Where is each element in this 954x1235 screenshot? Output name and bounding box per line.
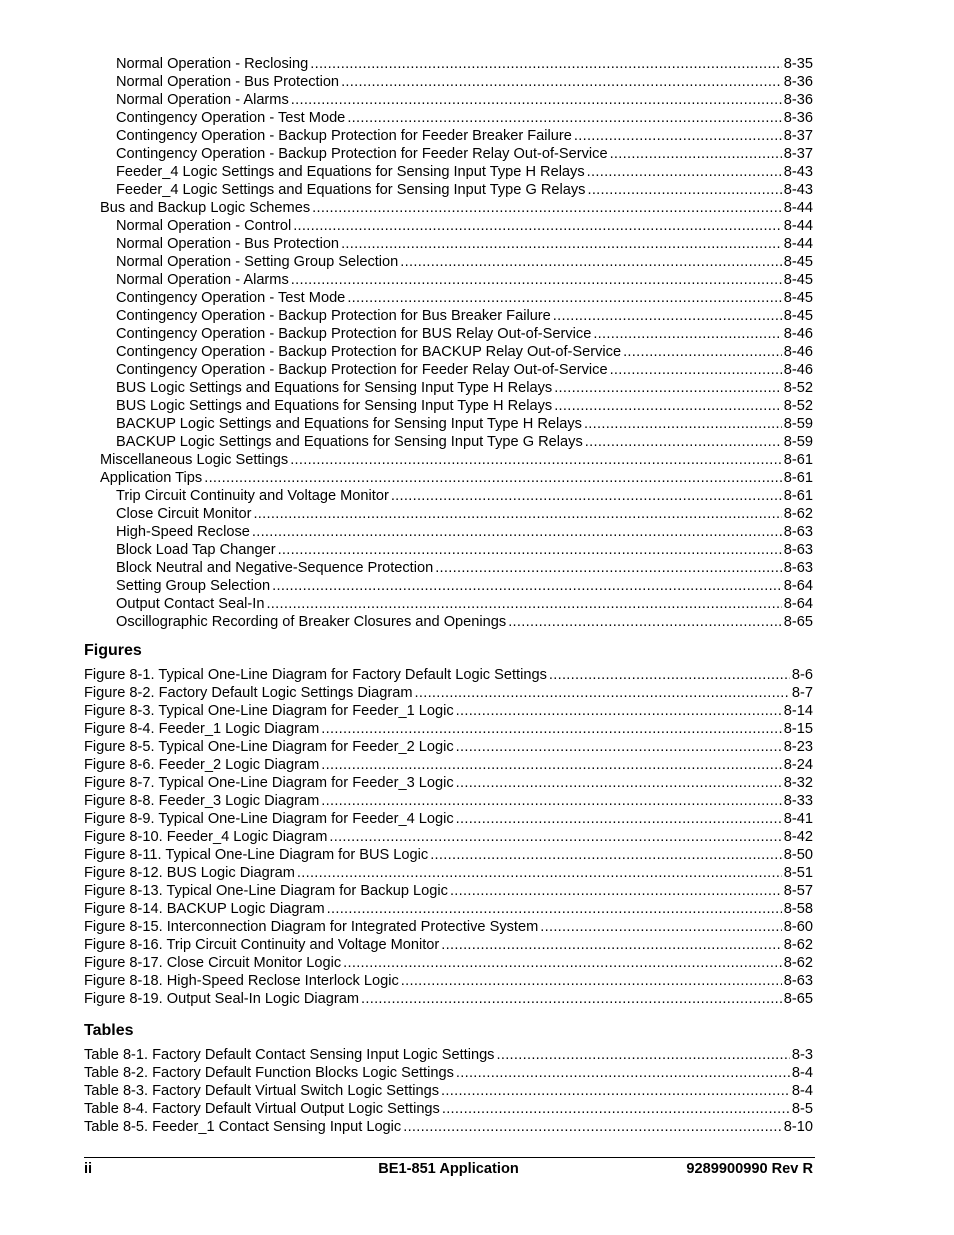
table-of-contents — [84, 55, 813, 1136]
toc-entry-title: BACKUP Logic Settings and Equations for Sensing Input Type G Relays — [116, 434, 583, 450]
toc-entry-title: Contingency Operation - Backup Protection for Feeder Relay Out-of-Service — [116, 362, 608, 378]
toc-entry[interactable] — [84, 91, 813, 109]
figure-entry[interactable] — [84, 936, 813, 954]
figure-entry-page: 8-58 — [783, 901, 813, 917]
toc-entry-title: Contingency Operation - Backup Protection for BACKUP Relay Out-of-Service — [116, 344, 622, 360]
dot-leader — [456, 702, 782, 720]
table-entry[interactable] — [84, 1046, 813, 1064]
figure-entry-title: Figure 8-17. Close Circuit Monitor Logic — [84, 955, 342, 971]
toc-entry-title: Output Contact Seal-In — [116, 596, 265, 612]
toc-entry-title: Setting Group Selection — [116, 578, 271, 594]
toc-entry[interactable] — [84, 379, 813, 397]
dot-leader — [610, 145, 782, 163]
table-entry-page: 8-10 — [783, 1119, 813, 1135]
toc-entry-title: Close Circuit Monitor — [116, 506, 252, 522]
toc-entry-page: 8-36 — [783, 74, 813, 90]
table-entry-title: Table 8-4. Factory Default Virtual Output Logic Settings — [84, 1101, 440, 1117]
toc-entry[interactable] — [84, 451, 813, 469]
table-entry-page: 8-4 — [791, 1083, 813, 1099]
figure-entry-title: Figure 8-6. Feeder_2 Logic Diagram — [84, 757, 320, 773]
dot-leader — [587, 181, 781, 199]
figure-entry-title: Figure 8-16. Trip Circuit Continuity and Voltage Monitor — [84, 937, 440, 953]
dot-leader — [435, 559, 782, 577]
figure-entry[interactable] — [84, 828, 813, 846]
toc-entry-title: Feeder_4 Logic Settings and Equations for Sensing Input Type H Relays — [116, 164, 585, 180]
toc-entry-page: 8-59 — [783, 416, 813, 432]
figure-entry-page: 8-42 — [783, 829, 813, 845]
figure-entry-title: Figure 8-3. Typical One-Line Diagram for Feeder_1 Logic — [84, 703, 454, 719]
figure-entry[interactable] — [84, 756, 813, 774]
toc-entry-page: 8-43 — [783, 182, 813, 198]
dot-leader — [278, 541, 782, 559]
dot-leader — [341, 235, 782, 253]
figure-entry[interactable] — [84, 792, 813, 810]
dot-leader — [403, 1118, 782, 1136]
toc-entry-title: Normal Operation - Bus Protection — [116, 74, 340, 90]
toc-entry[interactable] — [84, 145, 813, 163]
dot-leader — [391, 487, 782, 505]
dot-leader — [253, 505, 781, 523]
toc-entry-title: Contingency Operation - Backup Protection for Feeder Breaker Failure — [116, 128, 572, 144]
toc-entry-title: Normal Operation - Bus Protection — [116, 236, 340, 252]
figure-entry[interactable] — [84, 972, 813, 990]
toc-entry-title: Miscellaneous Logic Settings — [100, 452, 289, 468]
dot-leader — [310, 55, 782, 73]
figure-entry[interactable] — [84, 954, 813, 972]
dot-leader — [290, 451, 782, 469]
figure-entry-page: 8-7 — [791, 685, 813, 701]
figure-entry-title: Figure 8-12. BUS Logic Diagram — [84, 865, 295, 881]
dot-leader — [291, 91, 782, 109]
figure-entry-title: Figure 8-18. High-Speed Reclose Interlock Logic — [84, 973, 399, 989]
page-footer — [84, 1160, 813, 1178]
figure-entry-title: Figure 8-7. Typical One-Line Diagram for Feeder_3 Logic — [84, 775, 454, 791]
dot-leader — [266, 595, 781, 613]
toc-entry-page: 8-46 — [783, 362, 813, 378]
toc-entry[interactable] — [84, 271, 813, 289]
toc-entry[interactable] — [84, 217, 813, 235]
toc-entry-title: Contingency Operation - Test Mode — [116, 110, 346, 126]
toc-entry-page: 8-63 — [783, 524, 813, 540]
footer-document-title: BE1-851 Application — [378, 1161, 519, 1177]
figure-entry-page: 8-24 — [783, 757, 813, 773]
toc-entry[interactable] — [84, 397, 813, 415]
dot-leader — [456, 810, 782, 828]
toc-entry[interactable] — [84, 325, 813, 343]
toc-entry-page: 8-52 — [783, 380, 813, 396]
toc-entry-page: 8-63 — [783, 542, 813, 558]
toc-entry-page: 8-45 — [783, 290, 813, 306]
toc-entry-title: Contingency Operation - Test Mode — [116, 290, 346, 306]
dot-leader — [401, 972, 782, 990]
figure-entry[interactable] — [84, 774, 813, 792]
table-entry[interactable] — [84, 1118, 813, 1136]
toc-entry-page: 8-37 — [783, 146, 813, 162]
toc-entry[interactable] — [84, 127, 813, 145]
dot-leader — [441, 1082, 790, 1100]
dot-leader — [441, 936, 781, 954]
figure-entry-title: Figure 8-2. Factory Default Logic Settings Diagram — [84, 685, 413, 701]
figure-entry-page: 8-32 — [783, 775, 813, 791]
toc-entry[interactable] — [84, 55, 813, 73]
tables-heading: Tables — [84, 1022, 134, 1039]
toc-entry-title: BUS Logic Settings and Equations for Sensing Input Type H Relays — [116, 398, 553, 414]
toc-entry[interactable] — [84, 469, 813, 487]
table-entry[interactable] — [84, 1064, 813, 1082]
toc-entry-title: Normal Operation - Alarms — [116, 272, 289, 288]
toc-entry-page: 8-36 — [783, 92, 813, 108]
toc-entry-title: Normal Operation - Reclosing — [116, 56, 309, 72]
toc-entry-title: Contingency Operation - Backup Protection for Feeder Relay Out-of-Service — [116, 146, 608, 162]
table-entry-page: 8-3 — [791, 1047, 813, 1063]
toc-entry[interactable] — [84, 595, 813, 613]
dot-leader — [554, 397, 782, 415]
tables-list — [84, 1046, 813, 1136]
toc-entry-page: 8-63 — [783, 560, 813, 576]
toc-entry-page: 8-36 — [783, 110, 813, 126]
dot-leader — [341, 73, 782, 91]
dot-leader — [554, 379, 782, 397]
toc-entry-page: 8-43 — [783, 164, 813, 180]
dot-leader — [361, 990, 782, 1008]
dot-leader — [549, 666, 790, 684]
dot-leader — [587, 163, 782, 181]
toc-entry-page: 8-64 — [783, 578, 813, 594]
table-entry-page: 8-5 — [791, 1101, 813, 1117]
toc-entry[interactable] — [84, 235, 813, 253]
dot-leader — [291, 271, 782, 289]
figure-entry[interactable] — [84, 684, 813, 702]
toc-entry-title: BUS Logic Settings and Equations for Sensing Input Type H Relays — [116, 380, 553, 396]
toc-entry-page: 8-52 — [783, 398, 813, 414]
dot-leader — [343, 954, 782, 972]
figure-entry-title: Figure 8-5. Typical One-Line Diagram for Feeder_2 Logic — [84, 739, 454, 755]
toc-entry[interactable] — [84, 163, 813, 181]
dot-leader — [508, 613, 782, 631]
toc-entry[interactable] — [84, 181, 813, 199]
figure-entry-page: 8-50 — [783, 847, 813, 863]
dot-leader — [623, 343, 782, 361]
contents-list — [84, 55, 813, 631]
table-entry[interactable] — [84, 1082, 813, 1100]
footer-part-number: 9289900990 Rev R — [686, 1161, 813, 1177]
figure-entry-page: 8-65 — [783, 991, 813, 1007]
toc-entry-page: 8-46 — [783, 326, 813, 342]
dot-leader — [553, 307, 782, 325]
figure-entry[interactable] — [84, 882, 813, 900]
toc-entry-page: 8-45 — [783, 308, 813, 324]
dot-leader — [415, 684, 790, 702]
dot-leader — [574, 127, 782, 145]
toc-entry[interactable] — [84, 343, 813, 361]
toc-entry[interactable] — [84, 433, 813, 451]
toc-entry-title: Oscillographic Recording of Breaker Closures and Openings — [116, 614, 507, 630]
toc-entry[interactable] — [84, 487, 813, 505]
figure-entry[interactable] — [84, 720, 813, 738]
toc-entry-page: 8-37 — [783, 128, 813, 144]
figure-entry-page: 8-41 — [783, 811, 813, 827]
figure-entry-page: 8-57 — [783, 883, 813, 899]
figure-entry-title: Figure 8-4. Feeder_1 Logic Diagram — [84, 721, 320, 737]
toc-entry-title: Normal Operation - Alarms — [116, 92, 289, 108]
dot-leader — [584, 415, 782, 433]
toc-entry[interactable] — [84, 541, 813, 559]
toc-entry[interactable] — [84, 523, 813, 541]
footer-page-number: ii — [84, 1161, 93, 1177]
toc-entry[interactable] — [84, 253, 813, 271]
dot-leader — [347, 289, 781, 307]
toc-entry[interactable] — [84, 505, 813, 523]
figure-entry[interactable] — [84, 990, 813, 1008]
toc-entry-title: Block Neutral and Negative-Sequence Protection — [116, 560, 434, 576]
table-entry-page: 8-4 — [791, 1065, 813, 1081]
dot-leader — [293, 217, 782, 235]
toc-entry-page: 8-45 — [783, 254, 813, 270]
toc-entry[interactable] — [84, 577, 813, 595]
figure-entry-title: Figure 8-14. BACKUP Logic Diagram — [84, 901, 325, 917]
figure-entry-title: Figure 8-11. Typical One-Line Diagram for BUS Logic — [84, 847, 429, 863]
figure-entry-page: 8-62 — [783, 955, 813, 971]
dot-leader — [610, 361, 782, 379]
dot-leader — [204, 469, 782, 487]
figure-entry-title: Figure 8-19. Output Seal-In Logic Diagram — [84, 991, 359, 1007]
figure-entry-title: Figure 8-15. Interconnection Diagram for Integrated Protective System — [84, 919, 539, 935]
figure-entry-page: 8-62 — [783, 937, 813, 953]
figure-entry-page: 8-63 — [783, 973, 813, 989]
dot-leader — [593, 325, 781, 343]
figure-entry-page: 8-60 — [783, 919, 813, 935]
figure-entry-page: 8-14 — [783, 703, 813, 719]
figure-entry[interactable] — [84, 918, 813, 936]
figure-entry-page: 8-23 — [783, 739, 813, 755]
toc-entry-page: 8-35 — [783, 56, 813, 72]
figures-list — [84, 666, 813, 1008]
toc-entry-page: 8-65 — [783, 614, 813, 630]
toc-entry-page: 8-46 — [783, 344, 813, 360]
toc-entry-title: Application Tips — [100, 470, 203, 486]
figure-entry[interactable] — [84, 900, 813, 918]
toc-entry-title: Block Load Tap Changer — [116, 542, 276, 558]
dot-leader — [321, 756, 782, 774]
dot-leader — [329, 828, 781, 846]
toc-entry-page: 8-44 — [783, 200, 813, 216]
figures-heading: Figures — [84, 642, 142, 659]
toc-entry[interactable] — [84, 73, 813, 91]
dot-leader — [327, 900, 782, 918]
figure-entry[interactable] — [84, 738, 813, 756]
dot-leader — [450, 882, 782, 900]
dot-leader — [442, 1100, 790, 1118]
dot-leader — [456, 1064, 790, 1082]
figure-entry-page: 8-15 — [783, 721, 813, 737]
table-entry-title: Table 8-1. Factory Default Contact Sensing Input Logic Settings — [84, 1047, 495, 1063]
figure-entry[interactable] — [84, 864, 813, 882]
dot-leader — [321, 792, 782, 810]
toc-entry-title: High-Speed Reclose — [116, 524, 250, 540]
dot-leader — [400, 253, 781, 271]
toc-entry[interactable] — [84, 199, 813, 217]
dot-leader — [456, 774, 782, 792]
dot-leader — [585, 433, 782, 451]
toc-entry-page: 8-59 — [783, 434, 813, 450]
figure-entry[interactable] — [84, 702, 813, 720]
toc-entry-title: Contingency Operation - Backup Protection for BUS Relay Out-of-Service — [116, 326, 592, 342]
toc-entry[interactable] — [84, 109, 813, 127]
toc-entry-page: 8-62 — [783, 506, 813, 522]
toc-entry-page: 8-61 — [783, 488, 813, 504]
toc-entry[interactable] — [84, 613, 813, 631]
figure-entry[interactable] — [84, 666, 813, 684]
toc-entry-page: 8-61 — [783, 470, 813, 486]
figure-entry-title: Figure 8-13. Typical One-Line Diagram for Backup Logic — [84, 883, 448, 899]
toc-entry[interactable] — [84, 361, 813, 379]
figure-entry-title: Figure 8-9. Typical One-Line Diagram for Feeder_4 Logic — [84, 811, 454, 827]
figure-entry[interactable] — [84, 810, 813, 828]
dot-leader — [312, 199, 782, 217]
toc-entry-page: 8-45 — [783, 272, 813, 288]
toc-entry[interactable] — [84, 415, 813, 433]
figure-entry-page: 8-6 — [791, 667, 813, 683]
toc-entry-page: 8-61 — [783, 452, 813, 468]
toc-entry-title: BACKUP Logic Settings and Equations for Sensing Input Type H Relays — [116, 416, 582, 432]
figure-entry-title: Figure 8-10. Feeder_4 Logic Diagram — [84, 829, 328, 845]
toc-entry-title: Trip Circuit Continuity and Voltage Monitor — [116, 488, 389, 504]
dot-leader — [430, 846, 782, 864]
table-entry-title: Table 8-2. Factory Default Function Blocks Logic Settings — [84, 1065, 454, 1081]
toc-entry[interactable] — [84, 559, 813, 577]
dot-leader — [347, 109, 781, 127]
dot-leader — [321, 720, 782, 738]
toc-entry-title: Normal Operation - Setting Group Selection — [116, 254, 399, 270]
figure-entry-title: Figure 8-1. Typical One-Line Diagram for Factory Default Logic Settings — [84, 667, 547, 683]
footer-rule — [84, 1157, 815, 1158]
table-entry[interactable] — [84, 1100, 813, 1118]
dot-leader — [540, 918, 782, 936]
dot-leader — [496, 1046, 789, 1064]
dot-leader — [252, 523, 782, 541]
toc-entry[interactable] — [84, 289, 813, 307]
toc-entry-title: Normal Operation - Control — [116, 218, 292, 234]
dot-leader — [297, 864, 782, 882]
toc-entry-title: Bus and Backup Logic Schemes — [100, 200, 311, 216]
toc-entry-title: Feeder_4 Logic Settings and Equations for Sensing Input Type G Relays — [116, 182, 586, 198]
dot-leader — [456, 738, 782, 756]
toc-entry-page: 8-44 — [783, 236, 813, 252]
dot-leader — [272, 577, 782, 595]
toc-entry-title: Contingency Operation - Backup Protection for Bus Breaker Failure — [116, 308, 551, 324]
toc-entry[interactable] — [84, 307, 813, 325]
toc-entry-page: 8-44 — [783, 218, 813, 234]
figure-entry-page: 8-33 — [783, 793, 813, 809]
figure-entry-page: 8-51 — [783, 865, 813, 881]
table-entry-title: Table 8-5. Feeder_1 Contact Sensing Input Logic — [84, 1119, 402, 1135]
figure-entry[interactable] — [84, 846, 813, 864]
table-entry-title: Table 8-3. Factory Default Virtual Switch Logic Settings — [84, 1083, 440, 1099]
figure-entry-title: Figure 8-8. Feeder_3 Logic Diagram — [84, 793, 320, 809]
toc-entry-page: 8-64 — [783, 596, 813, 612]
